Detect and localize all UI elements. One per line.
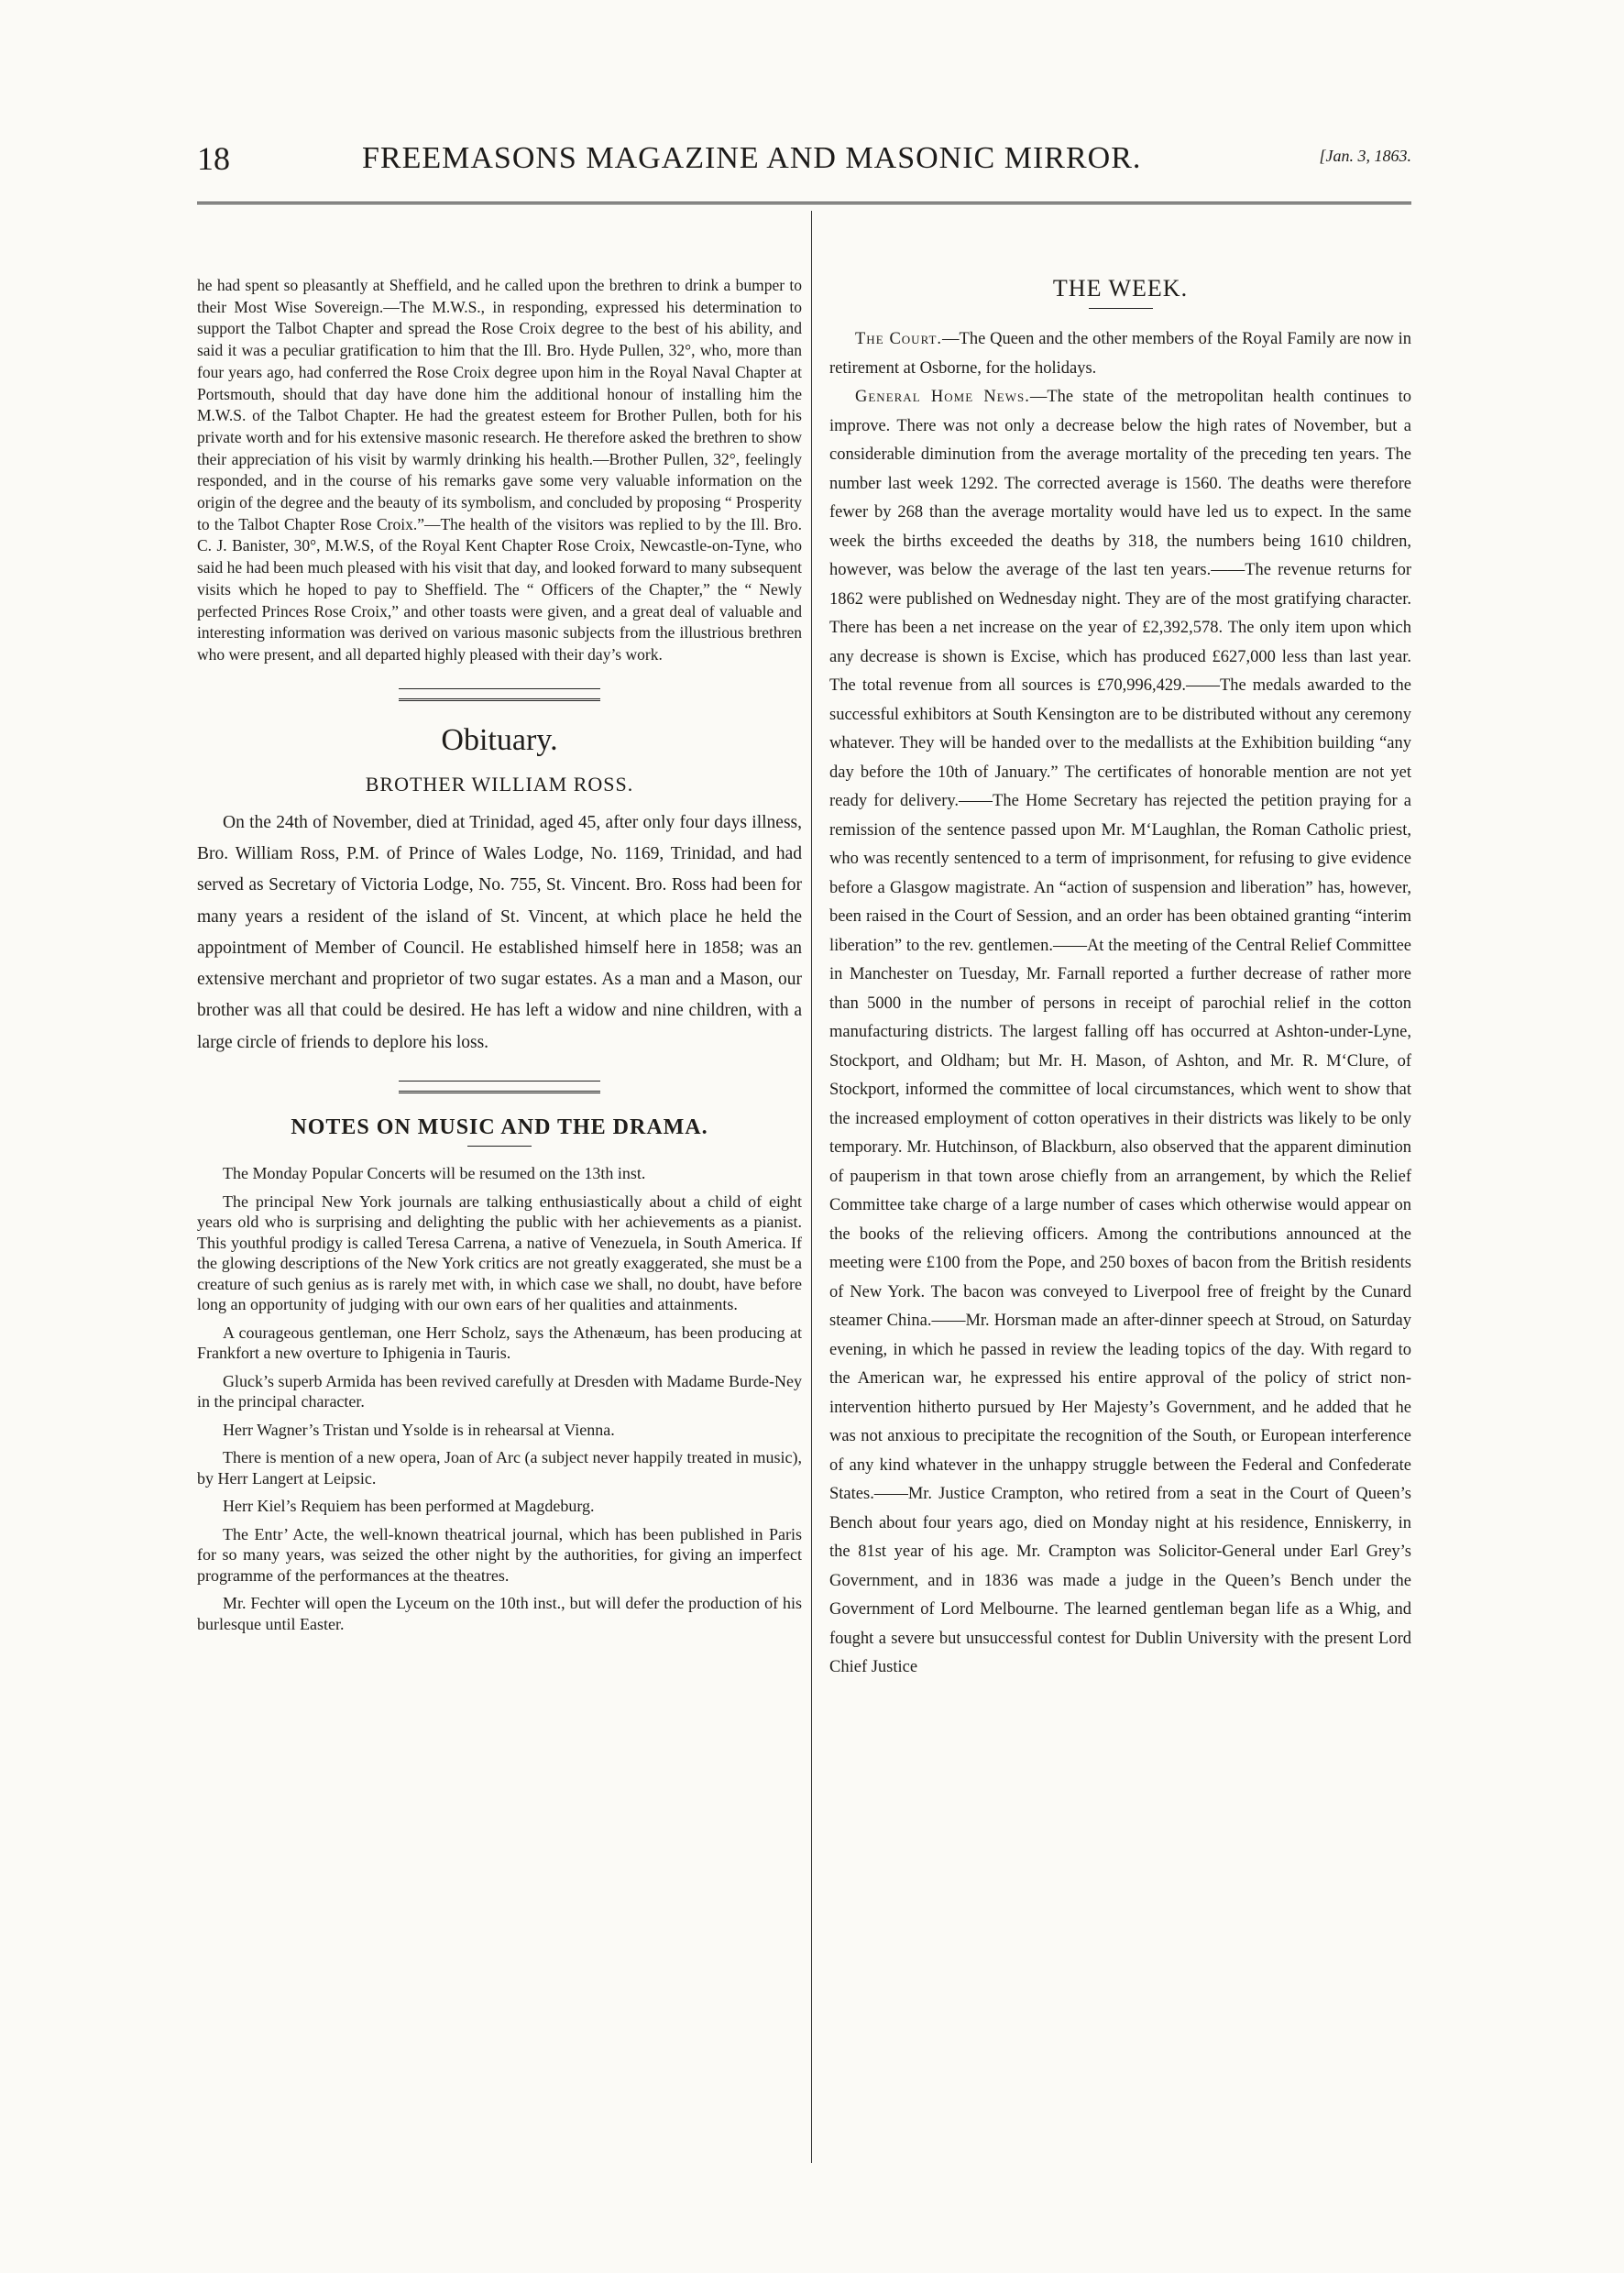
note-item: The principal New York journals are talking enthusiastically about a child of eight years old who is surprising and delighting the public with her achievements as a pianist. This youthful prodigy is called Teresa Carrena, a native of Venezuela, in South America. If the glowing descriptions of the New York critics are not greatly exaggerated, she must be a creature of such genius as is rarely met with, in which case we shall, no doubt, have before long an opportunity of judging with our own ears of her qualities and attainments.: [197, 1191, 802, 1314]
obituary-subtitle: BROTHER WILLIAM ROSS.: [365, 772, 634, 796]
note-item: The Monday Popular Concerts will be resumed on the 13th inst.: [223, 1164, 646, 1183]
note-item: There is mention of a new opera, Joan of Arc (a subject never happily treated in music), by Herr Langert at Leipsic.: [197, 1448, 802, 1488]
obituary-title: Obituary.: [441, 722, 558, 757]
right-column: [829, 275, 1411, 1683]
news-paragraph: [829, 383, 1411, 1683]
court-text: —The Queen and the other members of the Royal Family are now in retirement at Osborne, for the holidays.: [829, 330, 1412, 378]
obituary-paragraph: On the 24th of November, died at Trinidad, aged 45, after only four days illness, Bro. William Ross, P.M. of Prince of Wales Lodge, No. 1169, Trinidad, and had served as Secretary of Victoria Lodge, No. 755, St. Vincent. Bro. Ross had been for many years a resident of the island of St. Vincent, at which place he held the appointment of Member of Council. He established himself here in 1858; was an extensive merchant and proprietor of two sugar estates. As a man and a Mason, our brother was all that could be desired. He has left a widow and nine children, with a large circle of friends to deplore his loss.: [197, 812, 802, 1052]
note-item: Herr Wagner’s Tristan und Ysolde is in rehearsal at Vienna.: [223, 1420, 615, 1439]
week-title: THE WEEK.: [1052, 275, 1189, 302]
news-text: —The state of the metropolitan health continues to improve. There was not only a decrease below the high rates of November, but a considerable diminution from the average mortality of the preceding ten years. The number last week 1292. The corrected average is 1560. The deaths were therefore fewer by 268 than the average mortality would have led us to expect. In the same week the births exceeded the deaths by 318, the numbers being 1610 children, however, was below the average of the last ten years.——The revenue returns for 1862 were published on Wednesday night. They are of the most gratifying character. There has been a net increase on the year of £2,392,578. The only item upon which any decrease is shown is Excise, which has produced £627,000 less than last year. The total revenue from all sources is £70,996,429.——The medals awarded to the successful exhibitors at South Kensington are to be distributed without any ceremony whatever. They will be handed over to the medallists at the Exhibition building “any day before the 10th of January.” The certificates of honorable mention are not yet ready for delivery.——The Home Secretary has rejected the petition praying for a remission of the sentence passed upon Mr. M‘Laughlan, the Roman Catholic priest, who was recently sentenced to a term of imprisonment, for refusing to give evidence before a Glasgow magistrate. An “action of suspension and liberation” has, however, been raised in the Court of Session, and an order has been obtained granting “interim liberation” to the rev. gentlemen.——At the meeting of the Central Relief Committee in Manchester on Tuesday, Mr. Farnall reported a further decrease of rather more than 5000 in the number of persons in receipt of parochial relief in the cotton manufacturing districts. The largest falling off has occurred at Ashton-under-Lyne, Stockport, and Oldham; but Mr. H. Mason, of Ashton, and Mr. R. M‘Clure, of Stockport, informed the committee of local circumstances, which went to show that the increased employment of cotton operatives in their districts was likely to be only temporary. Mr. Hutchinson, of Blackburn, also observed that the apparent diminution of pauperism in that town arose chiefly from an arrangement, by which the Relief Committee take charge of a large number of cases which otherwise would appear on the books of the relieving officers. Among the contributions announced at the meeting were £100 from the Pope, and 250 boxes of bacon from the British residents of New York. The bacon was conveyed to Liverpool free of freight by the Cunard steamer China.——Mr. Horsman made an after-dinner speech at Stroud, on Saturday evening, in which he passed in review the leading topics of the day. With regard to the American war, he expressed his entire approval of the policy of strict non-intervention hitherto pursued by Her Majesty’s Government, and he added that he was not anxious to precipitate the recognition of the South, or European interference of any kind whatever in the unhappy struggle between the Federal and Confederate States.——Mr. Justice Crampton, who retired from a seat in the Court of Queen’s Bench about four years ago, died on Monday night at his residence, Enniskerry, in the 81st year of his age. Mr. Crampton was Solicitor-General under Earl Grey’s Government, and in 1836 was made a judge in the Queen’s Bench under the Government of Lord Melbourne. The learned gentleman began life as a Whig, and fought a severe but unsuccessful contest for Dublin University with the present Lord Chief Justice: [829, 388, 1411, 1676]
left-column: [197, 275, 802, 1642]
continued-paragraph: he had spent so pleasantly at Sheffield, and he called upon the brethren to drink a bumper to their Most Wise Sovereign.—The M.W.S., in responding, expressed his determination to support the Talbot Chapter and spread the Rose Croix degree to the best of his ability, and said it was a peculiar gratification to him that the Ill. Bro. Hyde Pullen, 32°, who, more than four years ago, had conferred the Rose Croix degree upon him in the Royal Naval Chapter at Portsmouth, should that day have done him the additional honour of installing him the M.W.S. of the Talbot Chapter. He had the greatest esteem for Brother Pullen, both for his private worth and for his extensive masonic research. He therefore asked the brethren to show their appreciation of his visit by warmly drinking his health.—Brother Pullen, 32°, feelingly responded, and in the course of his remarks gave some very valuable information on the origin of the degree and the beauty of its symbolism, and concluded by proposing “ Prosperity to the Talbot Chapter Rose Croix.”—The health of the visitors was replied to by the Ill. Bro. C. J. Banister, 30°, M.W.S, of the Royal Kent Chapter Rose Croix, Newcastle-on-Tyne, who said he had been much pleased with his visit that day, and looked forward to many subsequent visits which he hoped to pay to Sheffield. The “ Officers of the Chapter,” the “ Newly perfected Princes Rose Croix,” and other toasts were given, and a great deal of valuable and interesting information was derived on various masonic subjects from the illustrious brethren who were present, and all departed highly pleased with their day’s work.: [197, 276, 803, 664]
week-body: [829, 325, 1411, 1683]
note-item: Gluck’s superb Armida has been revived carefully at Dresden with Madame Burde-Ney in the principal character.: [197, 1371, 802, 1411]
note-item: A courageous gentleman, one Herr Scholz, says the Athenæum, has been producing at Frankfort a new overture to Iphigenia in Tauris.: [197, 1323, 802, 1363]
header-rule: [197, 202, 1411, 204]
notes-list: [197, 1163, 802, 1634]
note-item: Mr. Fechter will open the Lyceum on the 10th inst., but will defer the production of his burlesque until Easter.: [197, 1594, 802, 1633]
note-item: The Entr’ Acte, the well-known theatrical journal, which has been published in Paris for so many years, was seized the other night by the authorities, for giving an imperfect programme of the performances at the theatres.: [197, 1524, 802, 1585]
notes-title: NOTES ON MUSIC AND THE DRAMA.: [291, 1115, 708, 1140]
title-rule: [1089, 308, 1153, 309]
page-number: 18: [197, 140, 230, 177]
column-divider: [811, 211, 812, 2163]
masthead-title: FREEMASONS MAGAZINE AND MASONIC MIRROR.: [362, 141, 1142, 175]
obituary-body: [197, 807, 802, 1059]
section-divider: [399, 1081, 600, 1093]
court-label: The Court.: [855, 330, 943, 348]
chapter-report: [197, 275, 802, 666]
section-divider: [399, 688, 600, 701]
issue-date: [Jan. 3, 1863.: [1319, 147, 1411, 165]
court-paragraph: [829, 325, 1411, 383]
news-label: General Home News.: [855, 388, 1030, 406]
note-item: Herr Kiel’s Requiem has been performed at Magdeburg.: [223, 1497, 595, 1516]
title-rule: [467, 1146, 532, 1147]
page-header: [197, 139, 1411, 187]
